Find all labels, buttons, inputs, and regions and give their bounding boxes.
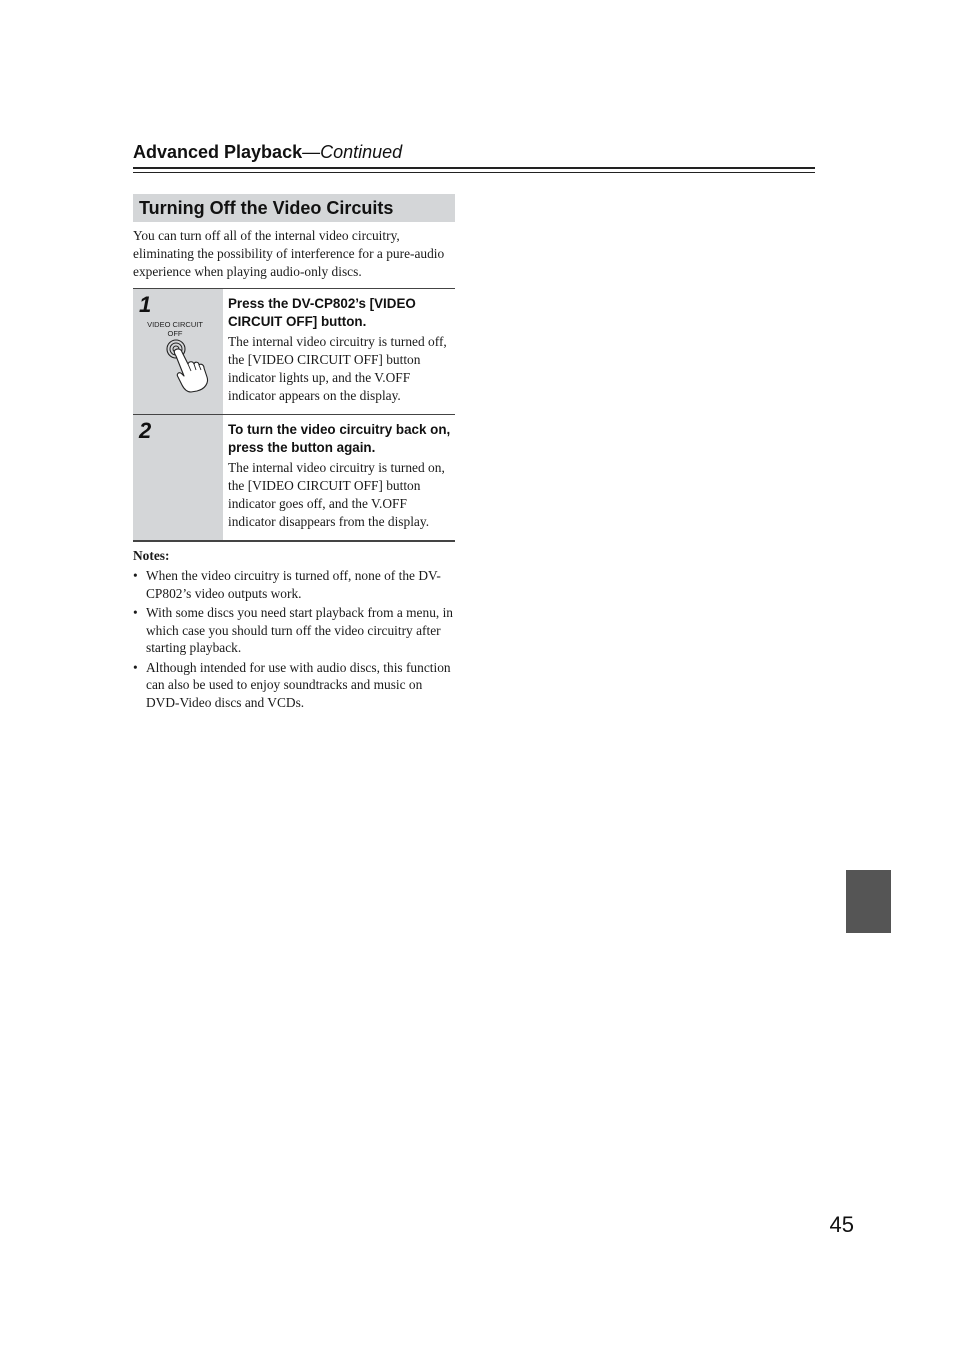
step-text: The internal video circuitry is turned on, the [VIDEO CIRCUIT OFF] button indicator goes off, and the V.OFF indicator disappears from the display. [228, 460, 445, 529]
notes-list [133, 567, 457, 711]
button-label [139, 321, 211, 338]
list-item [133, 659, 457, 712]
list-item [133, 567, 457, 602]
section-intro: You can turn off all of the internal video circuitry, eliminating the possibility of interference for a pure-audio experience when playing audio-only discs. [133, 228, 445, 279]
step-number: 1 [139, 292, 152, 317]
list-item [133, 604, 457, 657]
step-1-sidebar [133, 289, 223, 414]
bullet: • [133, 605, 138, 620]
section-title: Turning Off the Video Circuits [133, 194, 455, 222]
note-text: Although intended for use with audio discs, this function can also be used to enjoy soundtracks and music on DVD-Video discs and VCDs. [146, 659, 451, 710]
header-title-main: Advanced Playback [133, 142, 303, 162]
steps-table [133, 288, 455, 542]
note-text: With some discs you need start playback from a menu, in which case you should turn off the video circuitry after starting playback. [146, 605, 453, 655]
header-title [133, 141, 815, 163]
page-number: 45 [829, 1212, 854, 1237]
step-heading: Press the DV-CP802’s [VIDEO CIRCUIT OFF] button. [228, 296, 416, 329]
notes [133, 547, 457, 711]
step-number: 2 [139, 418, 152, 443]
step-heading: To turn the video circuitry back on, press the button again. [228, 422, 451, 455]
note-text: When the video circuitry is turned off, none of the DV-CP802’s video outputs work. [146, 568, 441, 601]
step-2-body [228, 415, 455, 540]
step-text: The internal video circuitry is turned off, the [VIDEO CIRCUIT OFF] button indicator lights up, and the V.OFF indicator appears on the display. [228, 334, 447, 403]
button-label-line1: VIDEO CIRCUIT [147, 320, 203, 329]
running-header [133, 141, 815, 163]
step-2-sidebar [133, 415, 223, 540]
bullet: • [133, 659, 138, 675]
step-2 [133, 414, 455, 542]
step-1-body [228, 289, 455, 414]
step-1 [133, 288, 455, 414]
header-rule-thin [133, 172, 815, 173]
button-label-line2: OFF [167, 328, 183, 338]
finger-pressing-button-icon [161, 337, 221, 393]
chapter-side-tab [846, 870, 891, 933]
header-rule-thick [133, 167, 815, 169]
header-title-continued: —Continued [302, 142, 403, 162]
bullet: • [133, 568, 138, 583]
notes-title: Notes: [133, 548, 170, 563]
